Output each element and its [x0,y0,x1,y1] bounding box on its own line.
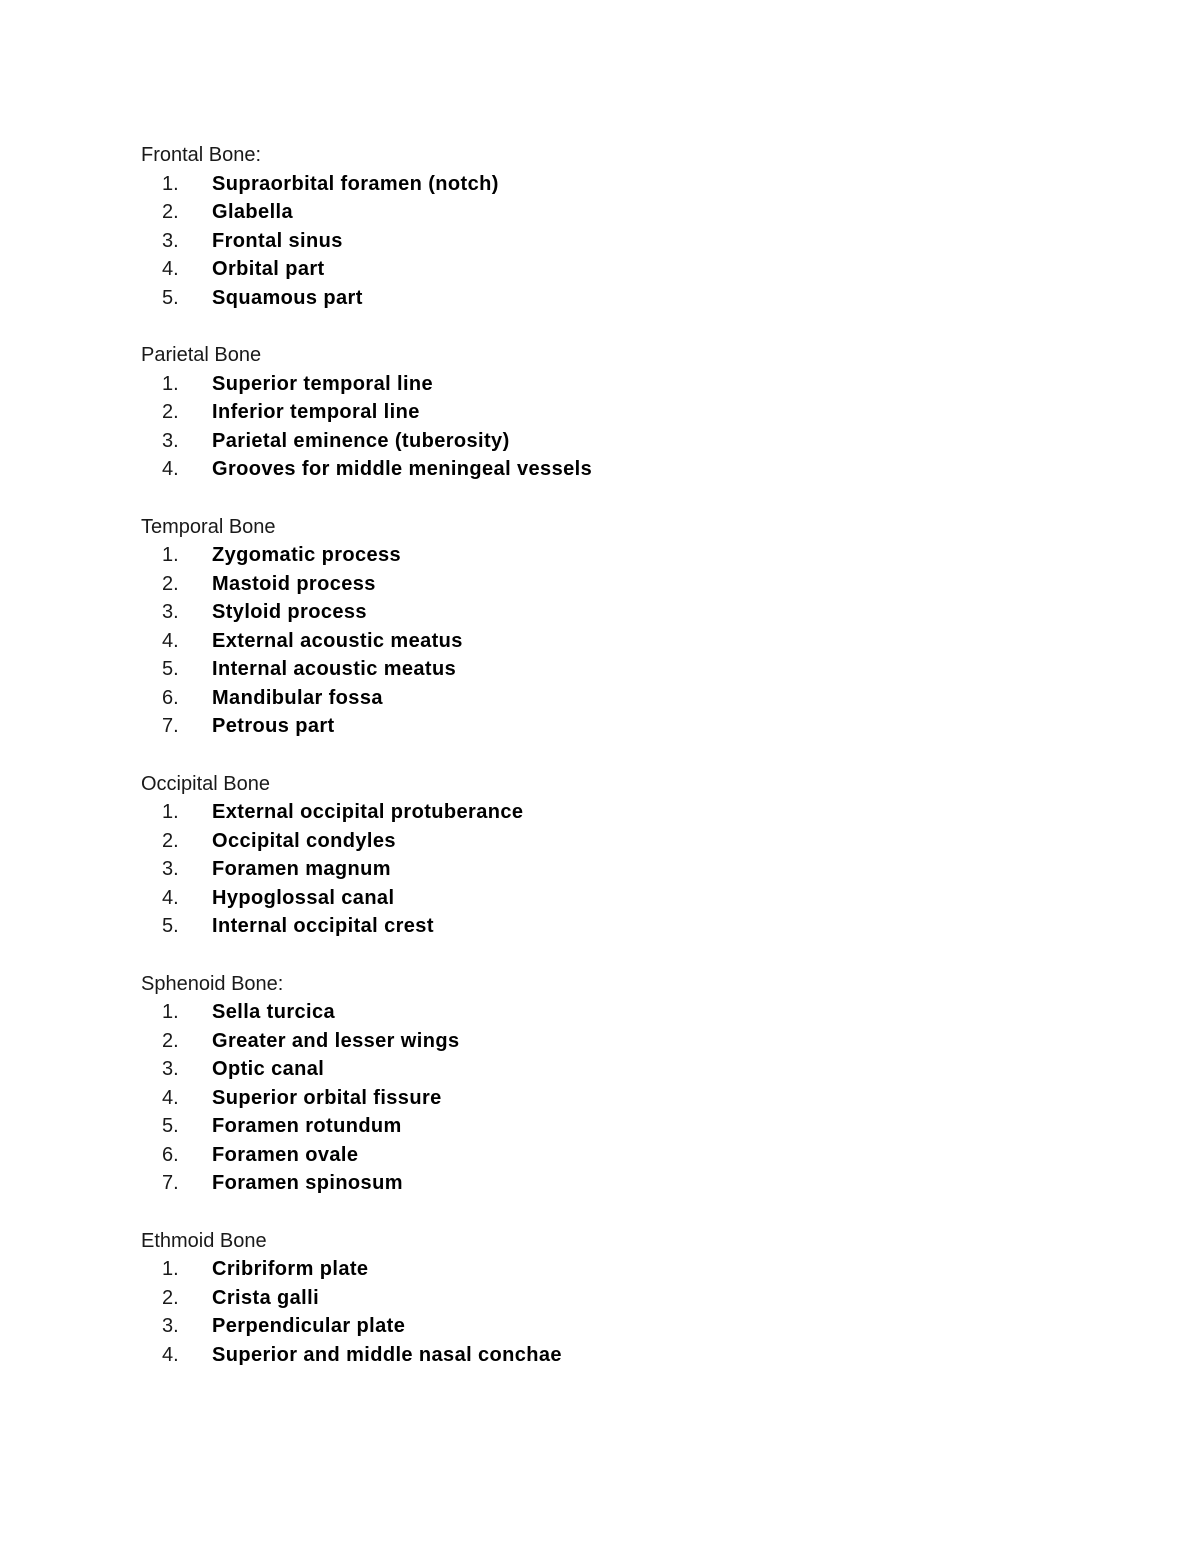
list-number-text: 2. [162,829,179,852]
list-item-label: Optic canal [212,1058,325,1080]
document-content [141,141,1101,1398]
list-item [141,598,1101,627]
list-item-label: Foramen magnum [212,858,391,880]
list-item [141,712,1101,741]
list-item-label: External acoustic meatus [212,629,463,652]
list-item [141,198,1101,227]
list-item [141,655,1101,684]
list-number-text: 2. [162,1286,179,1309]
list-number-text: 3. [162,429,179,452]
list-number [141,255,212,284]
list-item-label: Foramen rotundum [212,1115,402,1137]
list-item-label: Superior temporal line [212,372,434,395]
list-item [141,1312,1101,1341]
list-number [141,398,212,427]
list-number [141,684,212,713]
list-item-label: Supraorbital foramen (notch) [212,172,499,195]
list-item-label: Glabella [212,201,294,223]
list-item [141,827,1101,856]
list-item-label: Orbital part [212,258,325,280]
list-number [141,655,212,684]
list-item [141,1055,1101,1084]
list-number-text: 1. [162,1258,179,1280]
list-item-label: Internal occipital crest [212,915,434,937]
list-item [141,912,1101,941]
list-item-label: External occipital protuberance [212,801,524,823]
list-number [141,427,212,456]
list-item-label: Grooves for middle meningeal vessels [212,458,593,480]
list-item-label: Foramen spinosum [212,1172,403,1194]
list-item [141,1284,1101,1313]
numbered-list [141,1255,1101,1369]
list-number-text: 4. [162,458,179,480]
list-item-label: Parietal eminence (tuberosity) [212,429,510,452]
list-item [141,627,1101,656]
numbered-list [141,541,1101,741]
list-number-text: 5. [162,1115,179,1137]
list-number-text: 4. [162,1086,179,1109]
list-item [141,684,1101,713]
list-number [141,1341,212,1370]
list-item-label: Superior and middle nasal conchae [212,1343,562,1366]
list-item [141,284,1101,313]
list-number [141,627,212,656]
bone-section [141,1227,1101,1370]
list-number-text: 1. [162,801,179,823]
list-item-label: Foramen ovale [212,1143,359,1166]
list-item-label: Inferior temporal line [212,401,420,423]
list-number [141,1169,212,1198]
list-item-label: Styloid process [212,601,367,623]
list-number [141,170,212,199]
list-number-text: 5. [162,286,179,309]
numbered-list [141,170,1101,313]
list-item-label: Crista galli [212,1286,320,1309]
list-item-label: Hypoglossal canal [212,886,395,909]
section-heading: Parietal Bone [141,344,262,366]
list-item [141,1027,1101,1056]
list-number-text: 1. [162,172,179,195]
list-item [141,370,1101,399]
list-number [141,855,212,884]
bone-section [141,341,1101,484]
list-item [141,455,1101,484]
list-number [141,198,212,227]
list-item [141,1112,1101,1141]
list-item-label: Occipital condyles [212,829,396,852]
list-item-label: Greater and lesser wings [212,1029,460,1052]
list-item [141,884,1101,913]
list-item-label: Sella turcica [212,1001,336,1023]
list-item-label: Internal acoustic meatus [212,658,457,680]
list-number-text: 4. [162,1343,179,1366]
list-number [141,1141,212,1170]
list-number-text: 4. [162,886,179,909]
list-item [141,1141,1101,1170]
section-heading: Sphenoid Bone: [141,972,284,995]
list-number [141,284,212,313]
list-number [141,370,212,399]
list-number-text: 3. [162,858,179,880]
list-number-text: 6. [162,686,179,709]
bone-section [141,513,1101,741]
list-number-text: 1. [162,544,179,566]
list-number [141,1027,212,1056]
list-item-label: Perpendicular plate [212,1315,406,1337]
list-number [141,598,212,627]
list-number [141,541,212,570]
list-item [141,227,1101,256]
list-item [141,398,1101,427]
list-number [141,884,212,913]
list-number [141,798,212,827]
list-number-text: 7. [162,715,179,737]
list-number [141,227,212,256]
list-number-text: 2. [162,1029,179,1052]
list-number-text: 3. [162,1315,179,1337]
list-number-text: 7. [162,1172,179,1194]
list-number-text: 5. [162,658,179,680]
list-number-text: 4. [162,258,179,280]
list-item [141,541,1101,570]
list-item-label: Frontal sinus [212,229,343,252]
list-item-label: Mandibular fossa [212,686,383,709]
section-heading: Temporal Bone [141,515,276,538]
list-item-label: Zygomatic process [212,544,402,566]
list-number-text: 2. [162,401,179,423]
list-item-label: Cribriform plate [212,1258,369,1280]
list-number-text: 1. [162,1001,179,1023]
list-item [141,1255,1101,1284]
list-number [141,1112,212,1141]
section-heading: Occipital Bone [141,772,270,795]
list-item [141,798,1101,827]
numbered-list [141,798,1101,941]
list-number-text: 4. [162,629,179,652]
list-item-label: Squamous part [212,286,363,309]
list-number [141,998,212,1027]
list-number [141,455,212,484]
list-item-label: Mastoid process [212,572,376,595]
list-item [141,855,1101,884]
list-number [141,570,212,599]
list-number-text: 2. [162,201,179,223]
list-number-text: 5. [162,915,179,937]
list-number [141,1312,212,1341]
list-item [141,255,1101,284]
list-number [141,1084,212,1113]
list-number-text: 1. [162,372,179,395]
list-number-text: 3. [162,229,179,252]
numbered-list [141,998,1101,1198]
list-item [141,570,1101,599]
list-item-label: Petrous part [212,715,335,737]
list-item [141,1084,1101,1113]
list-number [141,1055,212,1084]
list-item [141,427,1101,456]
section-heading: Ethmoid Bone [141,1229,267,1252]
list-number [141,827,212,856]
list-number-text: 3. [162,1058,179,1080]
list-number-text: 3. [162,601,179,623]
list-number-text: 6. [162,1143,179,1166]
list-number [141,712,212,741]
list-number [141,1255,212,1284]
list-item [141,1169,1101,1198]
bone-section [141,970,1101,1198]
list-item [141,170,1101,199]
list-number [141,912,212,941]
list-item-label: Superior orbital fissure [212,1086,442,1109]
bone-section [141,770,1101,941]
list-number-text: 2. [162,572,179,595]
list-number [141,1284,212,1313]
bone-section [141,141,1101,312]
list-item [141,998,1101,1027]
numbered-list [141,370,1101,484]
section-heading: Frontal Bone: [141,144,262,166]
list-item [141,1341,1101,1370]
